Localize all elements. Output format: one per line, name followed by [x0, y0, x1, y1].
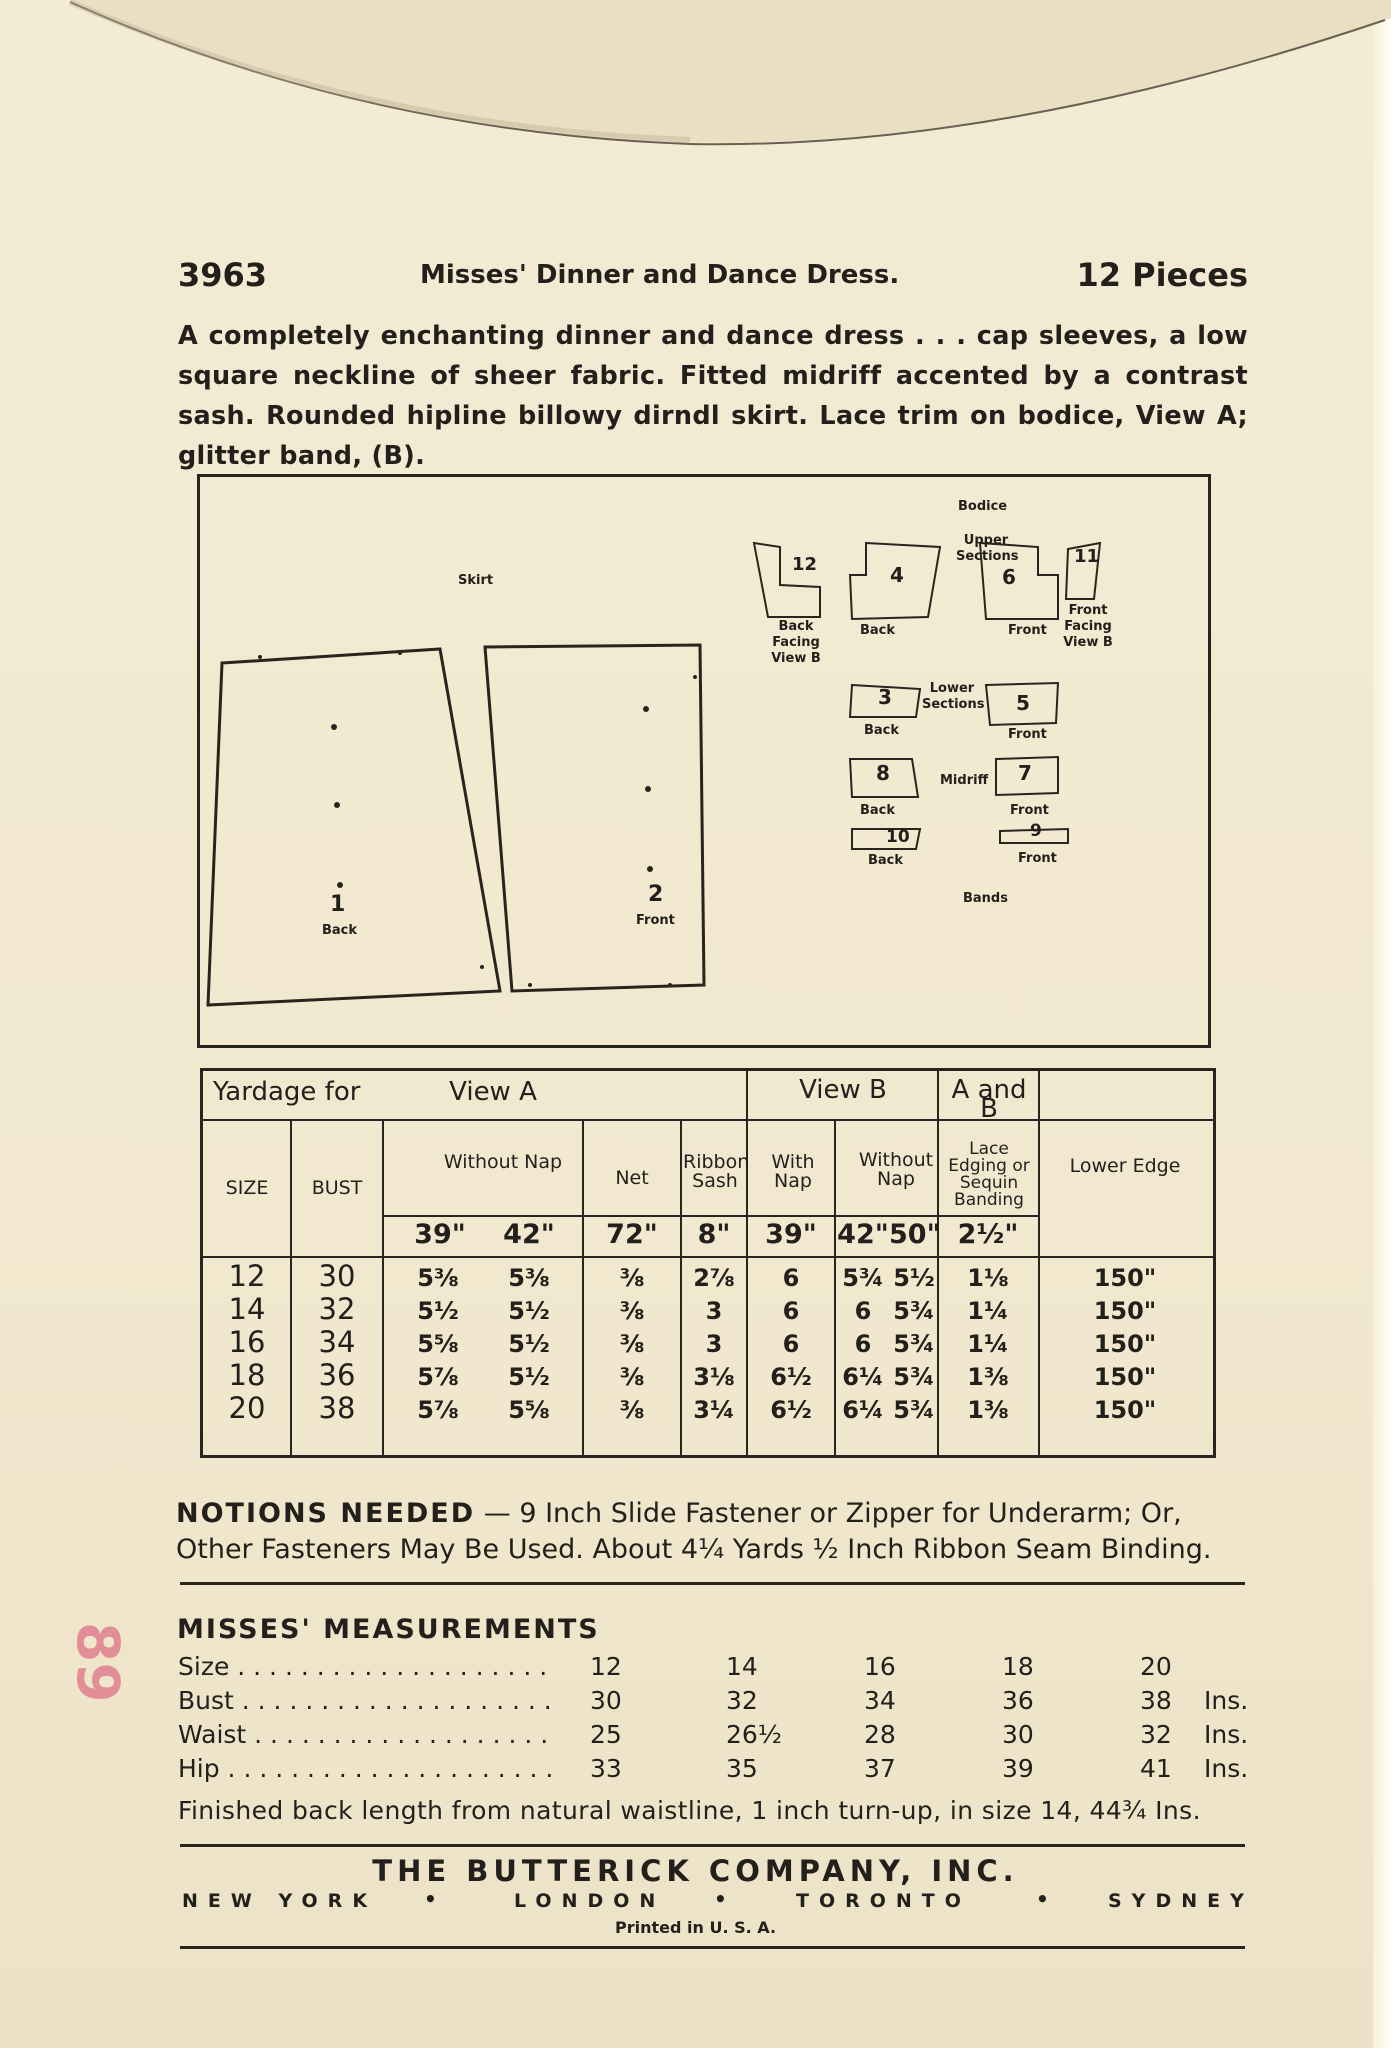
piece-12-label: Back Facing View B [771, 619, 821, 666]
size-cell: 18 [228, 1358, 266, 1392]
b-without-nap-header: Without Nap [858, 1149, 934, 1190]
envelope-flap [0, 0, 1391, 160]
width-39-b: 39" [765, 1219, 817, 1250]
bodice-label: Bodice [958, 499, 1008, 514]
measurement-value: 34 [864, 1686, 896, 1715]
size-cell: 20 [228, 1391, 266, 1425]
piece-4-label: Back [860, 623, 896, 638]
bust-cell: 30 [318, 1259, 356, 1293]
b50-cell: 5½ [893, 1264, 935, 1292]
header [178, 256, 1248, 300]
lower-edge-cell: 150" [1093, 1297, 1157, 1325]
piece-8-label: Back [860, 803, 896, 818]
a42-cell: 5⅜ [508, 1264, 550, 1292]
lower-edge-header: Lower Edge [1069, 1155, 1181, 1177]
finished-length-note: Finished back length from natural waistline, 1 inch turn-up, in size 14, 44¾ Ins. [178, 1796, 1201, 1825]
piece-3-number: 3 [878, 685, 892, 709]
a39-cell: 5⅞ [417, 1363, 459, 1391]
lower-edge-cell: 150" [1093, 1330, 1157, 1358]
b50-cell: 5¾ [893, 1363, 935, 1391]
piece-7-label: Front [1010, 803, 1049, 818]
net-cell: ⅜ [619, 1264, 645, 1292]
width-50-b: 50" [889, 1219, 941, 1250]
measurement-label: Size . . . . . . . . . . . . . . . . . . . . [178, 1652, 548, 1681]
b50-cell: 5¾ [893, 1330, 935, 1358]
lace-cell: 1⅜ [967, 1363, 1009, 1391]
divider [180, 1946, 1245, 1949]
measurement-unit: Ins. [1204, 1754, 1249, 1783]
city-london: LONDON [514, 1890, 666, 1912]
a-and-b-heading: A and B [951, 1075, 1027, 1124]
measurement-value: 32 [1140, 1720, 1172, 1749]
a-net-header: Net [615, 1167, 649, 1189]
lace-cell: 1¼ [967, 1330, 1009, 1358]
separator-dot: • [424, 1887, 437, 1911]
piece-11-label: Front Facing View B [1063, 603, 1113, 650]
piece-2-number: 2 [648, 882, 664, 907]
measurement-value: 33 [590, 1754, 622, 1783]
a39-cell: 5⅞ [417, 1396, 459, 1424]
measurements-title: MISSES' MEASUREMENTS [177, 1614, 600, 1645]
piece-5-number: 5 [1016, 691, 1030, 715]
bust-col-header: BUST [311, 1177, 363, 1199]
width-39-a: 39" [414, 1219, 466, 1250]
bust-cell: 34 [318, 1325, 356, 1359]
b50-cell: 5¾ [893, 1396, 935, 1424]
size-col-header: SIZE [225, 1177, 269, 1199]
lace-cell: 1⅛ [967, 1264, 1009, 1292]
b42-cell: 6¼ [842, 1363, 884, 1391]
pattern-pieces-drawing [200, 477, 1208, 1045]
measurement-label: Bust . . . . . . . . . . . . . . . . . . . . [178, 1686, 552, 1715]
a42-cell: 5½ [508, 1330, 550, 1358]
bands-label: Bands [963, 891, 1008, 906]
measurement-value: 39 [1002, 1754, 1034, 1783]
piece-1-label: Back [322, 923, 358, 938]
printed-in: Printed in U. S. A. [614, 1918, 777, 1937]
pattern-number: 3963 [178, 256, 268, 294]
measurement-value: 30 [590, 1686, 622, 1715]
measurement-value: 20 [1140, 1652, 1172, 1681]
measurement-value: 25 [590, 1720, 622, 1749]
notions-needed [176, 1496, 1242, 1568]
measurement-value: 30 [1002, 1720, 1034, 1749]
bust-cell: 32 [318, 1292, 356, 1326]
a-without-nap-header: Without Nap [443, 1151, 563, 1173]
b50-cell: 5¾ [893, 1297, 935, 1325]
measurement-value: 38 [1140, 1686, 1172, 1715]
piece-count: 12 Pieces [1076, 256, 1248, 294]
ribbon-cell: 3¼ [693, 1396, 735, 1424]
pink-number-stamp: 89 [64, 1622, 132, 1703]
measurement-label: Hip . . . . . . . . . . . . . . . . . . . . . [178, 1754, 554, 1783]
measurement-value: 36 [1002, 1686, 1034, 1715]
ab-lace-header: Lace Edging or Sequin Banding [948, 1139, 1030, 1210]
measurement-unit: Ins. [1204, 1720, 1249, 1749]
city-toronto: TORONTO [796, 1890, 971, 1912]
ribbon-cell: 2⅞ [693, 1264, 735, 1292]
width-42-a: 42" [503, 1219, 555, 1250]
pattern-title: Misses' Dinner and Dance Dress. [420, 260, 900, 290]
piece-4-number: 4 [890, 563, 904, 587]
pattern-diagram [197, 474, 1211, 1048]
b42-cell: 6 [854, 1297, 872, 1325]
net-cell: ⅜ [619, 1396, 645, 1424]
piece-8-number: 8 [876, 761, 890, 785]
size-cell: 16 [228, 1325, 266, 1359]
piece-2-shape [485, 645, 704, 991]
piece-5-label: Front [1008, 727, 1047, 742]
a42-cell: 5⅝ [508, 1396, 550, 1424]
city-sydney: SYDNEY [1108, 1890, 1254, 1912]
measurement-value: 32 [726, 1686, 758, 1715]
size-cell: 14 [228, 1292, 266, 1326]
measurement-value: 18 [1002, 1652, 1034, 1681]
width-72-net: 72" [606, 1219, 658, 1250]
measurement-value: 35 [726, 1754, 758, 1783]
piece-2-label: Front [636, 913, 675, 928]
net-cell: ⅜ [619, 1330, 645, 1358]
measurement-value: 14 [726, 1652, 758, 1681]
piece-9-number: 9 [1030, 821, 1042, 841]
company-name: THE BUTTERICK COMPANY, INC. [372, 1854, 1019, 1888]
view-b-heading: View B [799, 1075, 887, 1105]
view-a-heading: View A [449, 1077, 537, 1107]
divider [180, 1582, 1245, 1585]
midriff-label: Midriff [940, 773, 989, 788]
b42-cell: 5¾ [842, 1264, 884, 1292]
a39-cell: 5⅜ [417, 1264, 459, 1292]
size-cell: 12 [228, 1259, 266, 1293]
notions-text: — 9 Inch Slide Fastener or Zipper for Underarm; Or, Other Fasteners May Be Used. About 4¼ Yards ½ Inch Ribbon Seam Binding. [176, 1498, 1212, 1565]
b-with-nap-header: With Nap [771, 1151, 815, 1192]
bust-cell: 36 [318, 1358, 356, 1392]
piece-9-label: Front [1018, 851, 1057, 866]
piece-6-number: 6 [1002, 565, 1016, 589]
lace-cell: 1¼ [967, 1297, 1009, 1325]
measurement-value: 26½ [726, 1720, 783, 1749]
b39-cell: 6 [782, 1264, 800, 1292]
envelope-edge [1373, 0, 1391, 2048]
a39-cell: 5½ [417, 1297, 459, 1325]
city-new-york: NEW YORK [182, 1890, 378, 1912]
measurement-value: 28 [864, 1720, 896, 1749]
net-cell: ⅜ [619, 1297, 645, 1325]
skirt-label: Skirt [458, 573, 494, 588]
measurement-label: Waist . . . . . . . . . . . . . . . . . . . [178, 1720, 549, 1749]
lace-cell: 1⅜ [967, 1396, 1009, 1424]
yardage-title: Yardage for [213, 1077, 361, 1107]
measurement-value: 16 [864, 1652, 896, 1681]
measurement-value: 37 [864, 1754, 896, 1783]
lower-edge-cell: 150" [1093, 1363, 1157, 1391]
piece-1-shape [208, 649, 500, 1005]
lower-edge-cell: 150" [1093, 1264, 1157, 1292]
measurement-value: 12 [590, 1652, 622, 1681]
separator-dot: • [714, 1887, 727, 1911]
ribbon-cell: 3 [705, 1330, 723, 1358]
a-ribbon-header: Ribbon Sash [683, 1151, 750, 1192]
a39-cell: 5⅝ [417, 1330, 459, 1358]
lower-sections-label: Lower Sections [922, 681, 985, 712]
piece-3-label: Back [864, 723, 900, 738]
piece-1-number: 1 [330, 892, 346, 917]
piece-12-number: 12 [792, 554, 818, 575]
notions-heading: NOTIONS NEEDED [176, 1498, 476, 1529]
lower-edge-cell: 150" [1093, 1396, 1157, 1424]
width-8-ribbon: 8" [697, 1219, 731, 1250]
b42-cell: 6 [854, 1330, 872, 1358]
a42-cell: 5½ [508, 1297, 550, 1325]
measurement-value: 41 [1140, 1754, 1172, 1783]
divider [180, 1844, 1245, 1847]
net-cell: ⅜ [619, 1363, 645, 1391]
ribbon-cell: 3 [705, 1297, 723, 1325]
ribbon-cell: 3⅛ [693, 1363, 735, 1391]
separator-dot: • [1036, 1887, 1049, 1911]
b39-cell: 6½ [770, 1363, 812, 1391]
piece-10-number: 10 [886, 827, 910, 847]
width-lace: 2½" [957, 1219, 1019, 1250]
b42-cell: 6¼ [842, 1396, 884, 1424]
description: A completely enchanting dinner and dance dress . . . cap sleeves, a low square neckline of sheer fabric. Fitted midriff accented by a contrast sash. Rounded hipline billowy dirndl skirt. Lace trim on bodice, View A; glitter band, (B). [178, 321, 1248, 471]
piece-7-number: 7 [1018, 761, 1032, 785]
piece-11-number: 11 [1074, 546, 1100, 567]
b39-cell: 6½ [770, 1396, 812, 1424]
width-42-b: 42" [837, 1219, 889, 1250]
a42-cell: 5½ [508, 1363, 550, 1391]
piece-6-label: Front [1008, 623, 1047, 638]
b39-cell: 6 [782, 1330, 800, 1358]
measurement-unit: Ins. [1204, 1686, 1249, 1715]
upper-sections-label: Upper Sections [956, 533, 1019, 564]
bust-cell: 38 [318, 1391, 356, 1425]
piece-10-label: Back [868, 853, 904, 868]
yardage-table [200, 1068, 1216, 1458]
b39-cell: 6 [782, 1297, 800, 1325]
